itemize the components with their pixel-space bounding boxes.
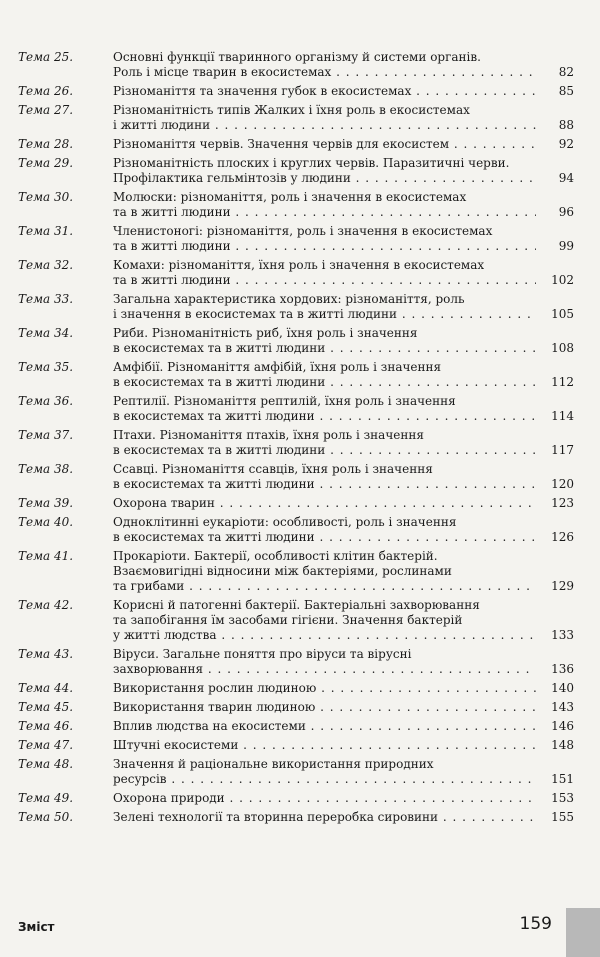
toc-topic-title [113,598,536,643]
toc-entry [18,496,574,511]
toc-entry [18,50,574,80]
toc-topic-number: Тема 49. [18,791,74,805]
toc-topic-number: Тема 46. [18,719,74,733]
toc-page-number: 146 [551,719,574,733]
toc-page-number: 123 [551,496,574,510]
toc-topic-title [113,791,536,806]
toc-title-line: в екосистемах та житті людини . . . [113,530,536,545]
toc-entry [18,810,574,825]
toc-title-line: Комахи: різноманіття, їхня роль і значення в екосистемах [113,258,485,272]
toc-page-number: 143 [551,700,574,714]
toc-topic-number: Тема 47. [18,738,74,752]
toc-title-line: і значення в екосистемах та в житті людини . . . [113,307,536,322]
toc-page-number: 117 [551,443,574,457]
toc-title-line: в екосистемах та в житті людини . . . [113,375,536,390]
toc-entry [18,292,574,322]
toc-title-line: Охорона природи . . . [113,791,536,806]
toc-topic-number: Тема 43. [18,647,74,661]
toc-entry [18,757,574,787]
toc-title-line: Роль і місце тварин в екосистемах . . . [113,65,536,80]
toc-page-number: 82 [558,65,574,79]
toc-title-line: Молюски: різноманіття, роль і значення в екосистемах [113,190,467,204]
toc-entry [18,598,574,643]
toc-topic-title [113,428,536,458]
toc-title-line: Взаємовигідні відносини між бактеріями, рослинами [113,564,452,578]
toc-topic-title [113,394,536,424]
toc-page-number: 99 [558,239,574,253]
toc-topic-number: Тема 38. [18,462,74,476]
toc-entry [18,258,574,288]
toc-topic-number: Тема 32. [18,258,74,272]
toc-topic-number: Тема 25. [18,50,74,64]
toc-title-line: Різноманіття червів. Значення червів для екосистем . . . [113,137,536,152]
toc-topic-title [113,103,536,133]
toc-topic-title [113,190,536,220]
toc-topic-title [113,326,536,356]
toc-page-number: 114 [551,409,574,423]
toc-title-line: Членистоногі: різноманіття, роль і значення в екосистемах [113,224,493,238]
page-edge-tab [566,908,600,957]
toc-topic-number: Тема 45. [18,700,74,714]
toc-topic-title [113,757,536,787]
toc-title-line: в екосистемах та житті людини . . . [113,477,536,492]
toc-title-line: Різноманітність типів Жалких і їхня роль в екосистемах [113,103,470,117]
toc-page-number: 133 [551,628,574,642]
toc-title-line: в екосистемах та в житті людини . . . [113,341,536,356]
toc-title-line: Вплив людства на екосистеми . . . [113,719,536,734]
toc-entry [18,156,574,186]
toc-title-line: ресурсів . . . [113,772,536,787]
toc-title-line: Прокаріоти. Бактерії, особливості клітин бактерій. [113,549,438,563]
toc-title-line: Штучні екосистеми . . . [113,738,536,753]
toc-title-line: Значення й раціональне використання природних [113,757,434,771]
toc-entry [18,360,574,390]
toc-page-number: 92 [558,137,574,151]
toc-entry [18,515,574,545]
toc-title-line: Використання тварин людиною . . . [113,700,536,715]
toc-page-number: 140 [551,681,574,695]
toc-topic-number: Тема 29. [18,156,74,170]
toc-title-line: в екосистемах та житті людини . . . [113,409,536,424]
toc-page-number: 148 [551,738,574,752]
toc-topic-number: Тема 40. [18,515,74,529]
toc-title-line: Загальна характеристика хордових: різноманіття, роль [113,292,465,306]
toc-title-line: Віруси. Загальне поняття про віруси та вірусні [113,647,412,661]
toc-entry [18,137,574,152]
toc-entry [18,647,574,677]
toc-page-number: 136 [551,662,574,676]
toc-page-number: 153 [551,791,574,805]
toc-title-line: та в житті людини . . . [113,239,536,254]
toc-topic-title [113,292,536,322]
toc-title-line: та в житті людини . . . [113,205,536,220]
toc-title-line: і житті людини . . . [113,118,536,133]
toc-topic-number: Тема 44. [18,681,74,695]
toc-title-line: та грибами . . . [113,579,536,594]
toc-topic-title [113,462,536,492]
toc-entry [18,791,574,806]
toc-title-line: захворювання . . . [113,662,536,677]
toc-topic-number: Тема 34. [18,326,74,340]
toc-page-number: 105 [551,307,574,321]
toc-topic-number: Тема 33. [18,292,74,306]
toc-entry [18,394,574,424]
toc-topic-title [113,496,536,511]
toc-topic-number: Тема 26. [18,84,74,98]
toc-topic-title [113,719,536,734]
toc-title-line: Використання рослин людиною . . . [113,681,536,696]
toc-entry [18,190,574,220]
toc-topic-number: Тема 42. [18,598,74,612]
toc-entry [18,462,574,492]
toc-title-line: Різноманітність плоских і круглих червів. Паразитичні черви. [113,156,510,170]
toc-topic-number: Тема 48. [18,757,74,771]
toc-page-number: 96 [558,205,574,219]
toc-title-line: Риби. Різноманітність риб, їхня роль і значення [113,326,418,340]
toc-title-line: Рептилії. Різноманіття рептилій, їхня роль і значення [113,394,456,408]
toc-page-number: 102 [551,273,574,287]
toc-title-line: Ссавці. Різноманіття ссавців, їхня роль і значення [113,462,433,476]
toc-title-line: Зелені технології та вторинна переробка сировини . . . [113,810,536,825]
table-of-contents [18,50,574,829]
toc-entry [18,428,574,458]
toc-topic-title [113,258,536,288]
page-number: 159 [519,914,552,934]
toc-topic-title [113,224,536,254]
toc-topic-title [113,810,536,825]
toc-page-number: 85 [558,84,574,98]
toc-title-line: Різноманіття та значення губок в екосистемах . . . [113,84,536,99]
toc-title-line: Одноклітинні еукаріоти: особливості, роль і значення [113,515,457,529]
toc-topic-title [113,50,536,80]
toc-topic-title [113,137,536,152]
toc-entry [18,681,574,696]
toc-entry [18,84,574,99]
toc-topic-title [113,647,536,677]
toc-topic-number: Тема 27. [18,103,74,117]
toc-page-number: 151 [551,772,574,786]
toc-topic-title [113,84,536,99]
toc-page-number: 94 [558,171,574,185]
toc-entry [18,103,574,133]
toc-title-line: Охорона тварин . . . [113,496,536,511]
toc-topic-number: Тема 50. [18,810,74,824]
toc-topic-title [113,738,536,753]
toc-page-number: 129 [551,579,574,593]
toc-topic-number: Тема 36. [18,394,74,408]
toc-title-line: Амфібії. Різноманіття амфібій, їхня роль і значення [113,360,442,374]
toc-title-line: та в житті людини . . . [113,273,536,288]
toc-entry [18,224,574,254]
toc-topic-number: Тема 31. [18,224,74,238]
toc-topic-title [113,681,536,696]
toc-topic-title [113,515,536,545]
toc-topic-title [113,156,536,186]
toc-title-line: у житті людства . . . [113,628,536,643]
toc-entry [18,700,574,715]
toc-page-number: 126 [551,530,574,544]
toc-entry [18,326,574,356]
toc-topic-title [113,360,536,390]
toc-topic-number: Тема 28. [18,137,74,151]
toc-title-line: Профілактика гельмінтозів у людини . . . [113,171,536,186]
toc-topic-number: Тема 35. [18,360,74,374]
toc-title-line: Основні функції тваринного організму й системи органів. [113,50,481,64]
toc-topic-number: Тема 30. [18,190,74,204]
toc-topic-title [113,700,536,715]
toc-title-line: та запобігання їм засобами гігієни. Значення бактерій [113,613,463,627]
toc-entry [18,738,574,753]
toc-topic-number: Тема 39. [18,496,74,510]
toc-title-line: Корисні й патогенні бактерії. Бактеріальні захворювання [113,598,480,612]
toc-entry [18,549,574,594]
section-label: Зміст [18,920,55,934]
toc-topic-number: Тема 37. [18,428,74,442]
toc-page-number: 112 [551,375,574,389]
toc-page-number: 108 [551,341,574,355]
toc-topic-title [113,549,536,594]
toc-topic-number: Тема 41. [18,549,74,563]
toc-page-number: 120 [551,477,574,491]
toc-title-line: Птахи. Різноманіття птахів, їхня роль і значення [113,428,424,442]
toc-title-line: в екосистемах та в житті людини . . . [113,443,536,458]
toc-page-number: 88 [558,118,574,132]
toc-entry [18,719,574,734]
toc-page-number: 155 [551,810,574,824]
